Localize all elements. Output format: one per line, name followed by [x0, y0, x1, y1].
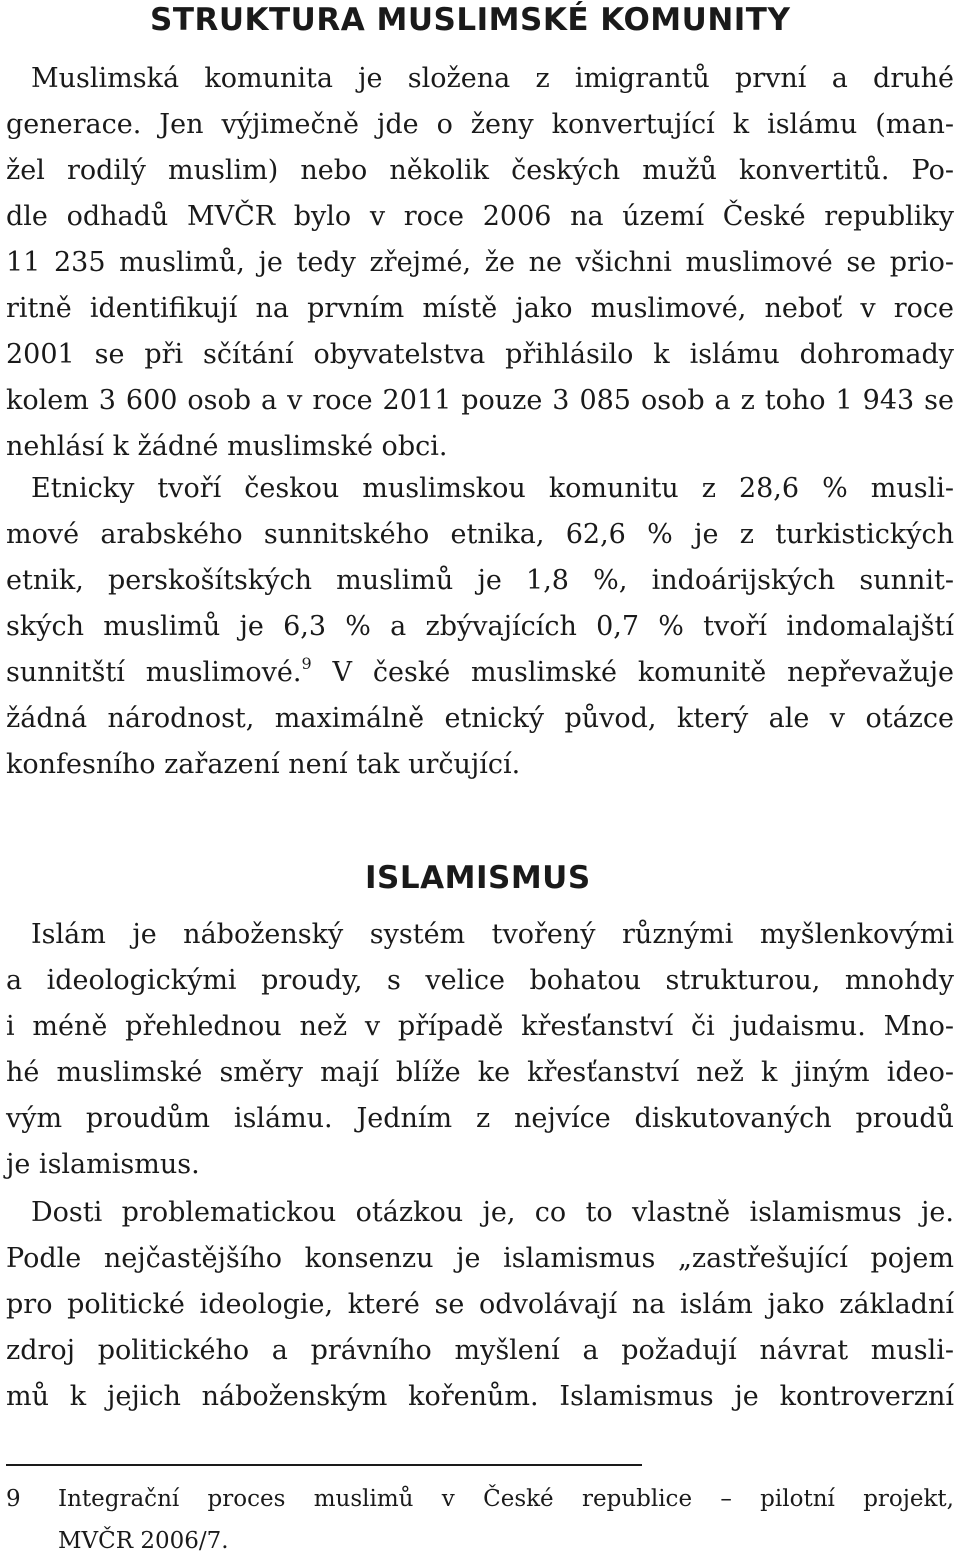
text-line: Podle nejčastějšího konsenzu je islamismus „zastřešující pojem: [6, 1243, 954, 1274]
text-line: nehlásí k žádné muslimské obci.: [6, 431, 448, 462]
text-line: Etnicky tvoří českou muslimskou komunitu z 28,6 % musli-: [31, 473, 954, 504]
text-line: zdroj politického a právního myšlení a požadují návrat musli-: [6, 1335, 954, 1366]
text-line: Muslimská komunita je složena z imigrantů první a druhé: [31, 63, 954, 94]
text-line: Dosti problematickou otázkou je, co to vlastně islamismus je.: [31, 1197, 954, 1228]
paragraph-islam-system: [6, 912, 954, 1188]
text-line-with-footnote: [6, 650, 954, 696]
footnote-text: [58, 1478, 954, 1562]
text-segment: V české muslimské komunitě nepřevažuje: [311, 657, 954, 688]
text-line: a ideologickými proudy, s velice bohatou strukturou, mnohdy: [6, 965, 954, 996]
text-line: žel rodilý muslim) nebo několik českých mužů konvertitů. Po-: [6, 155, 954, 186]
text-line: kolem 3 600 osob a v roce 2011 pouze 3 085 osob a z toho 1 943 se: [6, 385, 954, 416]
footnote-line: MVČR 2006/7.: [58, 1528, 229, 1554]
footnote-number: 9: [6, 1486, 21, 1512]
footnote-reference[interactable]: 9: [301, 654, 312, 673]
text-line: konfesního zařazení není tak určující.: [6, 749, 521, 780]
text-line: dle odhadů MVČR bylo v roce 2006 na území České republiky: [6, 201, 954, 232]
text-line: pro politické ideologie, které se odvolávají na islám jako základní: [6, 1289, 954, 1320]
paragraph-islamism-definition: [6, 1190, 954, 1420]
paragraph-community-structure: [6, 56, 954, 470]
section-heading-islamismus: ISLAMISMUS: [365, 860, 591, 896]
text-line: mové arabského sunnitského etnika, 62,6 % je z turkistických: [6, 519, 954, 550]
text-line: mů k jejich náboženským kořenům. Islamismus je kontroverzní: [6, 1381, 954, 1412]
text-line: vým proudům islámu. Jedním z nejvíce diskutovaných proudů: [6, 1103, 954, 1134]
section-heading-struktura: STRUKTURA MUSLIMSKÉ KOMUNITY: [150, 2, 791, 38]
text-line: 11 235 muslimů, je tedy zřejmé, že ne všichni muslimové se prio-: [6, 247, 954, 278]
text-line: ritně identifikují na prvním místě jako muslimové, neboť v roce: [6, 293, 954, 324]
text-segment: sunnitští muslimové.: [6, 657, 302, 688]
text-line: generace. Jen výjimečně jde o ženy konvertující k islámu (man-: [6, 109, 954, 140]
paragraph-ethnicity: [6, 466, 954, 788]
footnote-line: Integrační proces muslimů v České republice – pilotní projekt,: [58, 1486, 954, 1512]
text-line: i méně přehlednou než v případě křesťanství či judaismu. Mno-: [6, 1011, 954, 1042]
text-line: 2001 se při sčítání obyvatelstva přihlásilo k islámu dohromady: [6, 339, 954, 370]
text-line: etnik, perskošítských muslimů je 1,8 %, indoárijských sunnit-: [6, 565, 954, 596]
text-line: ských muslimů je 6,3 % a zbývajících 0,7 % tvoří indomalajští: [6, 611, 954, 642]
text-line: Islám je náboženský systém tvořený různými myšlenkovými: [31, 919, 954, 950]
footnote-divider: [6, 1464, 642, 1466]
text-line: hé muslimské směry mají blíže ke křesťanství než k jiným ideo-: [6, 1057, 954, 1088]
text-line: je islamismus.: [6, 1149, 200, 1180]
text-line: žádná národnost, maximálně etnický původ, který ale v otázce: [6, 703, 954, 734]
